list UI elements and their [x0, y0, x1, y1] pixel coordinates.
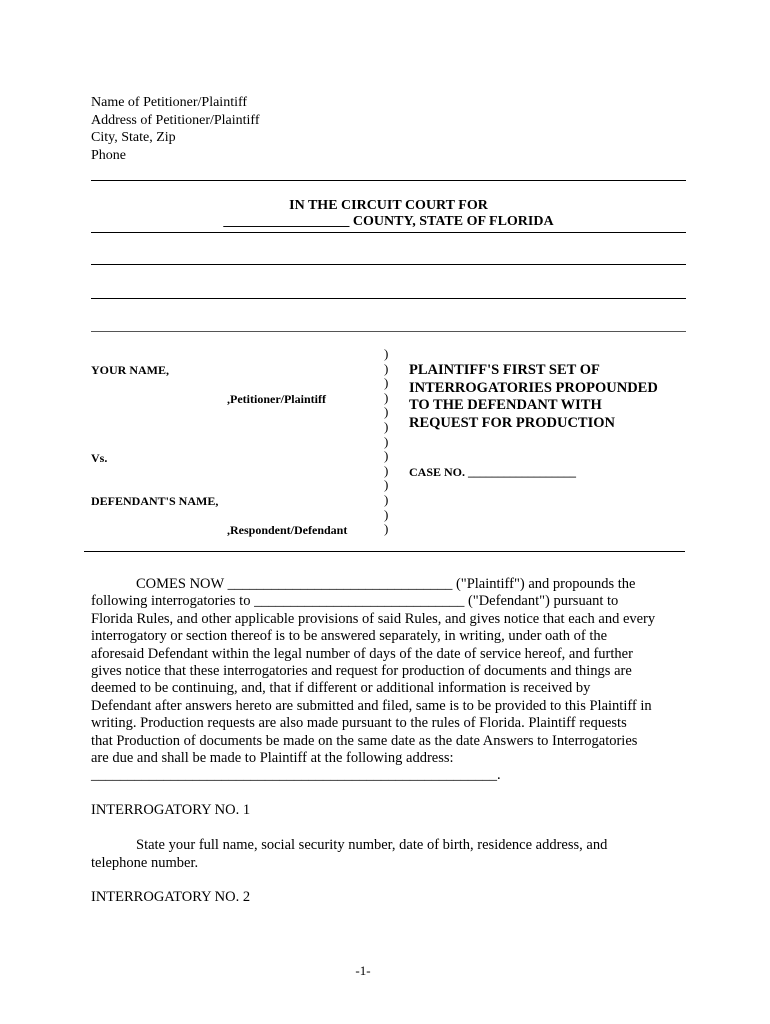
- blank-line-2: [91, 298, 686, 299]
- paren: ): [384, 491, 389, 507]
- paragraph-line: COMES NOW _______________________________ ("Plaintiff") and propounds the: [136, 576, 636, 592]
- blank-line-3: [91, 331, 686, 332]
- phone-line: Phone: [91, 148, 126, 163]
- court-underline: [91, 232, 686, 233]
- interrogatory-2-heading: INTERROGATORY NO. 2: [91, 889, 251, 905]
- paragraph-line: writing. Production requests are also made pursuant to the rules of Florida. Plaintiff requests: [91, 715, 627, 732]
- vs-label: Vs.: [91, 451, 108, 465]
- interrogatory-1-heading: INTERROGATORY NO. 1: [91, 802, 251, 818]
- caption-paren-column: [384, 347, 388, 537]
- paragraph-line: Florida Rules, and other applicable provisions of said Rules, and gives notice that each and every: [91, 610, 656, 627]
- document-title-line-2: INTERROGATORIES PROPOUNDED: [409, 379, 658, 396]
- paragraph-line: following interrogatories to _____________________________ ("Defendant") pursuant to: [91, 593, 619, 610]
- petitioner-name-line: Name of Petitioner/Plaintiff: [91, 95, 248, 110]
- paragraph-line: that Production of documents be made on the same date as the date Answers to Interrogatories: [91, 732, 638, 749]
- paragraph-line: interrogatory or section thereof is to be answered separately, in writing, under oath of the: [91, 628, 608, 645]
- city-state-zip-line: City, State, Zip: [91, 130, 176, 145]
- document-title-line-4: REQUEST FOR PRODUCTION: [409, 414, 615, 431]
- defendant-name-label: DEFENDANT'S NAME,: [91, 494, 219, 508]
- respondent-label: ,Respondent/Defendant: [227, 523, 348, 537]
- caption-divider: [84, 551, 685, 552]
- paragraph-line: Defendant after answers hereto are submitted and filed, same is to be provided to this Plaintiff in: [91, 697, 652, 714]
- petitioner-label: ,Petitioner/Plaintiff: [227, 392, 326, 406]
- header-divider: [91, 180, 686, 181]
- paragraph-line: ________________________________________________________.: [91, 767, 501, 784]
- paren: ): [384, 506, 389, 522]
- paren: ): [384, 404, 389, 420]
- page-number: -1-: [355, 963, 371, 978]
- interrogatory-1-text-line-1: State your full name, social security number, date of birth, residence address, and: [136, 837, 608, 853]
- document-title-line-1: PLAINTIFF'S FIRST SET OF: [409, 362, 600, 378]
- paren: ): [384, 433, 389, 449]
- paren: ): [384, 477, 389, 493]
- paren: ): [384, 375, 389, 391]
- court-heading: [91, 198, 686, 230]
- court-line-2: __________________ COUNTY, STATE OF FLORIDA: [223, 214, 554, 229]
- paragraph-line: deemed to be continuing, and, that if different or additional information is received by: [91, 680, 591, 697]
- blank-line-1: [91, 264, 686, 265]
- intro-paragraph: [91, 576, 691, 785]
- paren: ): [384, 389, 389, 405]
- your-name-label: YOUR NAME,: [91, 363, 169, 377]
- paragraph-line: aforesaid Defendant within the legal number of days of the date of service hereof, and further: [91, 645, 633, 662]
- paragraph-line: are due and shall be made to Plaintiff at the following address:: [91, 750, 454, 767]
- court-line-1: IN THE CIRCUIT COURT FOR: [289, 198, 488, 213]
- document-title-line-3: TO THE DEFENDANT WITH: [409, 397, 602, 413]
- document-title: [409, 362, 658, 432]
- paren: ): [384, 346, 389, 361]
- paragraph-line: gives notice that these interrogatories and request for production of documents and things are: [91, 663, 632, 680]
- paren: ): [384, 448, 389, 464]
- petitioner-address-line: Address of Petitioner/Plaintiff: [91, 113, 260, 128]
- paren: ): [384, 360, 389, 376]
- interrogatory-1-text-line-2: telephone number.: [91, 855, 199, 871]
- paren: ): [384, 462, 389, 478]
- case-number: CASE NO. __________________: [409, 465, 577, 479]
- paren: ): [384, 521, 389, 537]
- paren: ): [384, 418, 389, 434]
